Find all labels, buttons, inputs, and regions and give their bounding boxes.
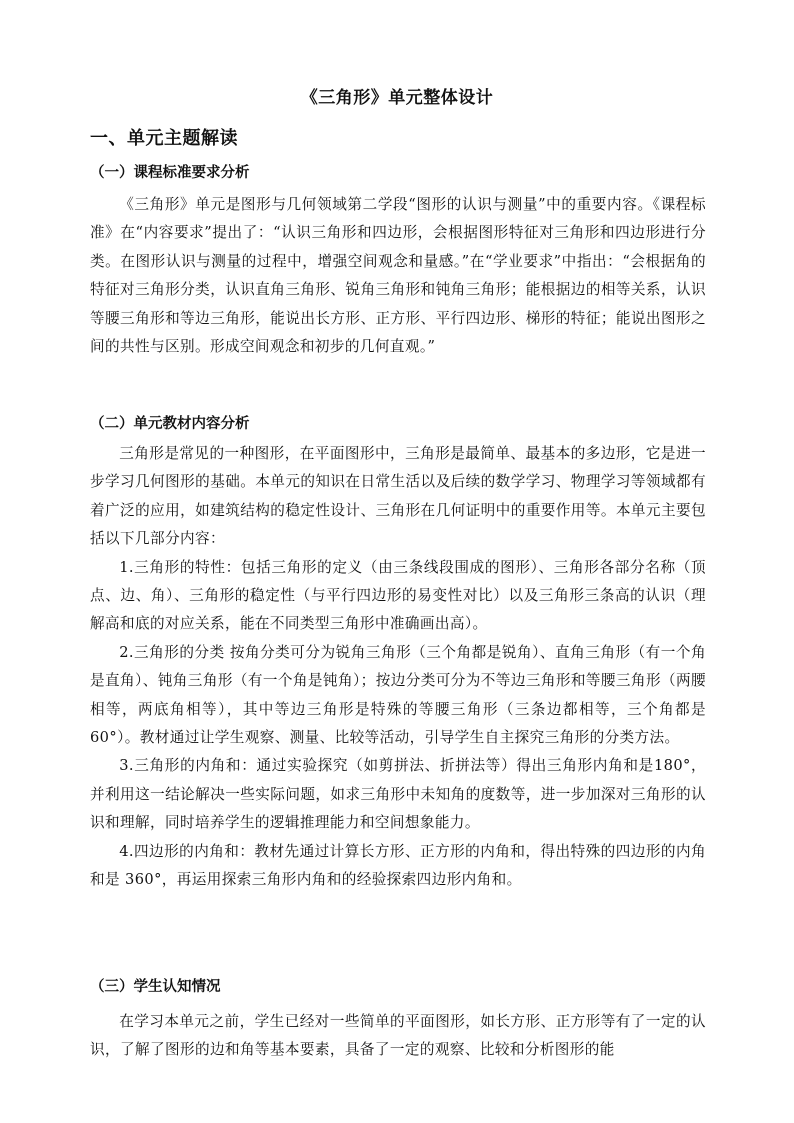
- textbook-intro-paragraph: 三角形是常见的一种图形，在平面图形中，三角形是最简单、最基本的多边形，它是进一步学习几何图形的基础。本单元的知识在日常生活以及后续的数学学习、物理学习等领域都有着广泛的应用，如建筑结构的稳定性设计、三角形在几何证明中的重要作用等。本单元主要包括以下几部分内容：: [90, 445, 706, 548]
- content-item-3: 3.三角形的内角和：通过实验探究（如剪拼法、折拼法等）得出三角形内角和是180°，并利用这一结论解决一些实际问题，如求三角形中未知角的度数等，进一步加深对三角形的认识和理解，同时培养学生的逻辑推理能力和空间想象能力。: [90, 757, 706, 832]
- section-2-heading-block: [90, 414, 706, 434]
- section-1-heading: （一）课程标准要求分析: [90, 165, 250, 181]
- content-item-1: 1.三角形的特性：包括三角形的定义（由三条线段围成的图形）、三角形各部分名称（顶点、边、角）、三角形的稳定性（与平行四边形的易变性对比）以及三角形三条高的认识（理解高和底的对应关系，能在不同类型三角形中准确画出高）。: [90, 558, 706, 633]
- section-2-heading: （二）单元教材内容分析: [90, 416, 250, 432]
- document-title: 《三角形》单元整体设计: [300, 88, 494, 108]
- section-3-body: [90, 1008, 706, 1065]
- section-2-body: [90, 440, 706, 895]
- section-1-body: [90, 191, 706, 361]
- section-1-heading-block: [90, 163, 706, 183]
- content-item-4: 4.四边形的内角和：教材先通过计算长方形、正方形的内角和，得出特殊的四边形的内角和是 360°，再运用探索三角形内角和的经验探索四边形内角和。: [90, 842, 706, 889]
- section-3-heading-block: [90, 977, 706, 997]
- section-3-heading: （三）学生认知情况: [90, 979, 221, 995]
- curriculum-standard-paragraph: 《三角形》单元是图形与几何领域第二学段“图形的认识与测量”中的重要内容。《课程标准》在“内容要求”提出了：“认识三角形和四边形，会根据图形特征对三角形和四边形进行分类。在图形认识与测量的过程中，增强空间观念和量感。”在“学业要求”中指出：“会根据角的特征对三角形分类，认识直角三角形、锐角三角形和钝角三角形；能根据边的相等关系，认识等腰三角形和等边三角形，能说出长方形、正方形、平行四边形、梯形的特征；能说出图形之间的共性与区别。形成空间观念和初步的几何直观。”: [90, 196, 706, 356]
- chapter-heading: 一、单元主题解读: [90, 128, 238, 149]
- content-item-2: 2.三角形的分类 按角分类可分为锐角三角形（三个角都是锐角）、直角三角形（有一个角是直角）、钝角三角形（有一个角是钝角）；按边分类可分为不等边三角形和等腰三角形（两腰相等，两底角相等），其中等边三角形是特殊的等腰三角形（三条边都相等，三个角都是 60°）。教材通过让学生观察、测量、比较等活动，引导学生自主探究三角形的分类方法。: [90, 643, 706, 747]
- student-cognition-paragraph: 在学习本单元之前，学生已经对一些简单的平面图形，如长方形、正方形等有了一定的认识，了解了图形的边和角等基本要素，具备了一定的观察、比较和分析图形的能: [90, 1013, 706, 1059]
